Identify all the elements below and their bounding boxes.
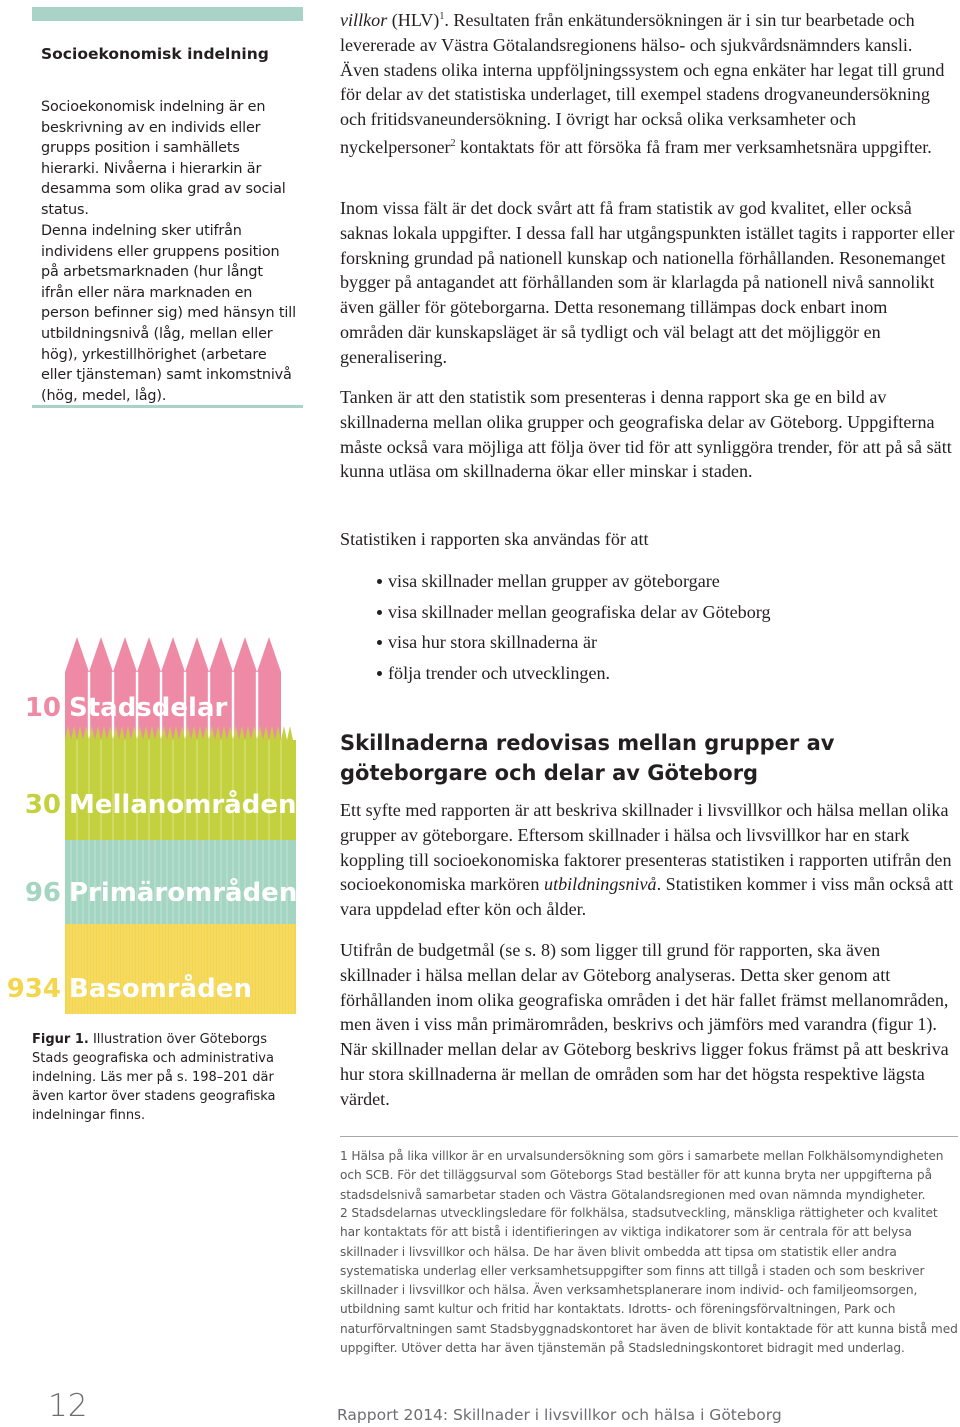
sidebar-paragraph-1: Socioekonomisk indelning är en beskrivning av en individs eller grupps position i samhällets hierarki. Nivåerna i hierarkin är desamma som olika grad av social status. [41, 99, 286, 218]
paragraph-usage-intro: Statistiken i rapporten ska användas för att [340, 529, 649, 549]
paragraph-groups-end: . Statistiken kommer i viss mån också att vara uppdelad efter kön och ålder. [340, 874, 954, 920]
sidebar-title: Socioekonomisk indelning [41, 45, 269, 63]
label-primaromraden: Primärområden [69, 878, 298, 908]
intro-text: (HLV) [387, 10, 440, 31]
footnote-ref-2: 2 [450, 138, 456, 150]
figure-caption [32, 1030, 307, 1125]
count-basomraden: 934 [6, 974, 61, 1004]
page-number: 12 [48, 1388, 88, 1424]
figure-caption-label: Figur 1. [32, 1032, 89, 1047]
fence-band-mellanomraden [65, 726, 296, 840]
paragraph-groups-italic: utbildningsnivå [544, 874, 657, 895]
intro-end: kontaktats för att försöka få fram mer verksamhetsnära uppgifter. [455, 137, 932, 158]
list-item: visa hur stora skillnaderna är [388, 627, 948, 658]
footnote-1: 1 Hälsa på lika villkor är en urvalsundersökning som görs i samarbete mellan Folkhälsomyndigheten och SCB. För det tilläggsurval som Göteborgs Stad beställer för att kunna bryta ner uppgifterna på stadsdelsnivå samarbetar staden och Västra Götalandsregionen med ovan nämnda myndigheter. [340, 1149, 944, 1202]
label-stadsdelar: Stadsdelar [69, 693, 228, 723]
list-item: visa skillnader mellan geografiska delar av Göteborg [388, 597, 948, 628]
intro-paragraph [340, 5, 955, 160]
figure-caption-text: Illustration över Göteborgs Stads geografiska och administrativa indelning. Läs mer på s. 198–201 där även kartor över stadens geografiska indelningar finns. [32, 1032, 276, 1123]
sidebar-paragraph-2: Denna indelning sker utifrån individens eller gruppens position på arbetsmarknaden (hur långt ifrån eller nära marknaden en person befinner sig) med hänsyn till utbildningsnivå (låg, mellan eller hög), yrkestillhörighet (arbetare eller tjänsteman) samt inkomstnivå (hög, medel, låg). [41, 223, 296, 404]
count-stadsdelar: 10 [24, 693, 61, 723]
footnote-2: 2 Stadsdelarnas utvecklingsledare för folkhälsa, stadsutveckling, mänskliga rättigheter och kvalitet har kontaktats för att bistå i identifieringen av viktiga indikatorer som är centrala för att belysa skillnader i livsvillkor och hälsa. De har även blivit ombedda att tipsa om statistik eller andra systematiska underlag eller verksamhetsuppgifter som finns att tillgå i staden och som beskriver skillnader i livsvillkor och hälsa. Även verksamhetsplanerare inom individ- och familjeomsorgen, utbildning samt kultur och fritid har kontaktats. Idrotts- och föreningsförvaltningen, Park och naturförvaltningen samt Stadsbyggnadskontoret har även de blivit kontaktade för att kunna bistå med uppgifter. Utöver detta har även tjänstemän på Stadsledningskontoret bidragit med underlag. [340, 1206, 958, 1356]
section-heading: Skillnaderna redovisas mellan grupper av göteborgare och delar av Göteborg [340, 731, 835, 785]
label-basomraden: Basområden [69, 974, 252, 1004]
footnote-divider [340, 1136, 958, 1137]
list-item: visa skillnader mellan grupper av göteborgare [388, 566, 948, 597]
label-mellanomraden: Mellanområden [69, 790, 297, 820]
report-title-footer: Rapport 2014: Skillnader i livsvillkor och hälsa i Göteborg [337, 1406, 782, 1424]
paragraph-quality: Inom vissa fält är det dock svårt att få fram statistik av god kvalitet, eller också saknas lokala uppgifter. I dessa fall har utgångspunkten istället tagits i rapporter eller forskning grundad på nationell kunskap och nationella förhållanden. Resonemanget bygger på antagandet att förhållanden som är klarlagda på nationell nivå sannolikt även gäller för göteborgarna. Detta resonemang tillämpas dock enbart inom områden där kunskapsläget är så tydligt och väl belagt att det möjliggör en generalisering. [340, 198, 955, 367]
sidebar-top-rule [32, 7, 303, 21]
paragraph-purpose: Tanken är att den statistik som presenteras i denna rapport ska ge en bild av skillnaderna mellan olika grupper och geografiska delar av Göteborg. Uppgifterna måste också vara möjliga att följa över tid för att synliggöra trender, för att på så sätt kunna utläsa om skillnaderna ökar eller minskar i staden. [340, 387, 952, 482]
intro-italic: villkor [340, 10, 388, 31]
footnote-ref-1: 1 [439, 11, 445, 22]
paragraph-groups [340, 798, 955, 922]
list-item: följa trender och utvecklingen. [388, 658, 948, 689]
count-mellanomraden: 30 [24, 790, 61, 820]
count-primaromraden: 96 [24, 878, 61, 908]
paragraph-geography: Utifrån de budgetmål (se s. 8) som ligger till grund för rapporten, ska även skillnader i hälsa mellan delar av Göteborg analyseras. Detta sker genom att förhållanden inom olika geografiska områden i det här fallet främst mellanområden, men även i viss mån primärområden, beskrivs och jämförs med varandra (figur 1). När skillnader mellan delar av Göteborg beskrivs ligger fokus främst på att beskriva hur stora skillnaderna är mellan de områden som har det högsta respektive lägsta värdet. [340, 940, 949, 1109]
paragraph-groups-start: Ett syfte med rapporten är att beskriva skillnader i livsvillkor och hälsa mellan olika grupper av göteborgare. Eftersom skillnader i hälsa och livsvillkor har en stark koppling till socioekonomiska faktorer presenteras statistiken i rapporten utifrån den socioekonomiska markören [340, 800, 952, 895]
intro-rest: . Resultaten från enkätundersökningen är i sin tur bearbetade och levererade av Västra Götalandsregionens hälso- och sjukvårdsnämnders kansli. Även stadens olika interna uppföljningssystem och egna enkäter har legat till grund för delar av det statistiska underlaget, till exempel stadens drogvaneundersökning och fritidsvaneundersökning. I övrigt har också olika verksamheter och nyckelpersoner [340, 10, 945, 158]
usage-bullet-list [388, 566, 948, 688]
sidebar-bottom-rule [32, 405, 303, 408]
geographic-division-figure [0, 630, 310, 1020]
fence-band-stadsdelar [65, 637, 281, 740]
